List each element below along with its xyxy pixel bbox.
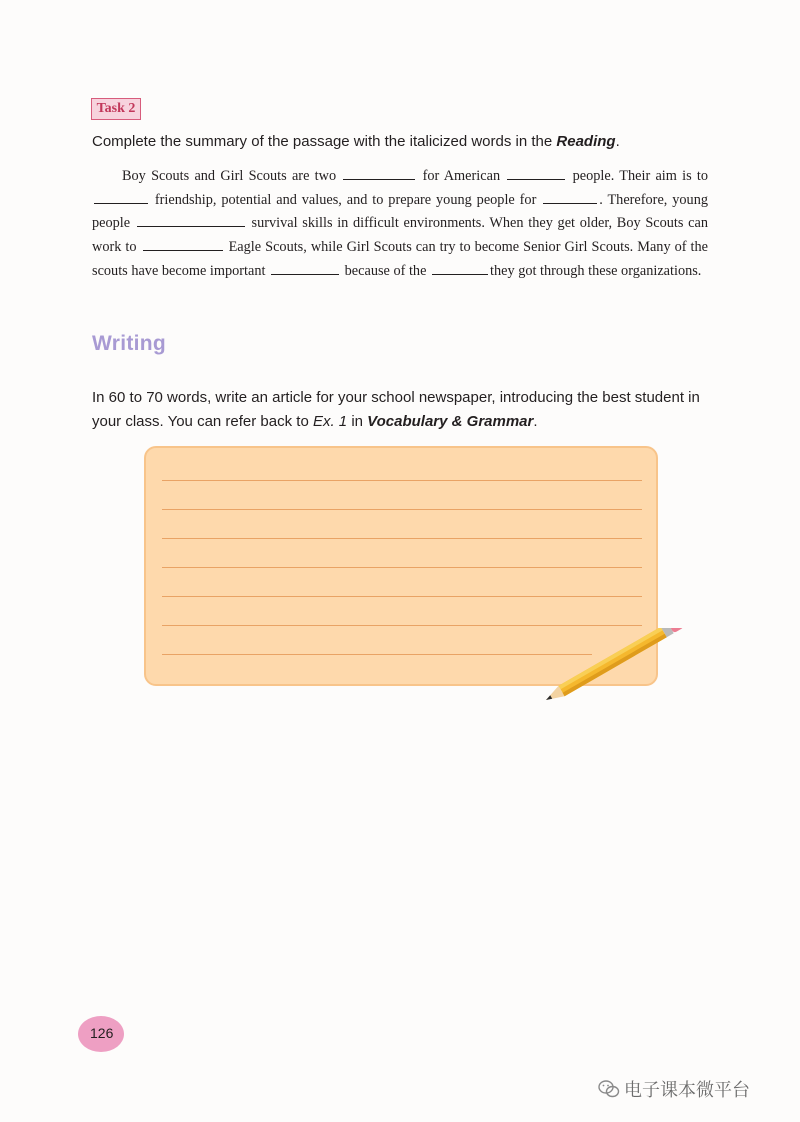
- blank-6: [143, 238, 223, 251]
- blank-8: [432, 262, 488, 275]
- page-number: 126: [90, 1025, 114, 1041]
- blank-4: [543, 191, 597, 204]
- blank-5: [137, 214, 245, 227]
- task-instruction: Complete the summary of the passage with the italicized words in the Reading.: [92, 133, 620, 150]
- blank-2: [507, 167, 565, 180]
- book-ref: Vocabulary & Grammar: [367, 413, 534, 430]
- writing-heading: Writing: [92, 332, 167, 355]
- watermark: [598, 1076, 750, 1102]
- pencil-icon: [540, 628, 690, 708]
- exercise-ref: Ex. 1: [312, 413, 348, 430]
- task-badge: Task 2: [91, 98, 141, 120]
- writing-line: [162, 567, 642, 568]
- summary-paragraph: Boy Scouts and Girl Scouts are two for American people. Their aim is to friendship, potential and values, and to prepare young people for . Therefore, young people survival skills in difficult environments. When they get older, Boy Scouts can work to Eagle Scouts, while Girl Scouts can try to become Senior Girl Scouts. Many of the scouts have become important because of the they got through these organizations.: [92, 168, 709, 279]
- writing-line: [162, 596, 642, 597]
- writing-line: [162, 654, 592, 655]
- writing-instruction: In 60 to 70 words, write an article for your school newspaper, introducing the best student in your class. You can refer back to Ex. 1 in Vocabulary & Grammar.: [92, 389, 700, 430]
- blank-3: [94, 191, 148, 204]
- wechat-icon: [598, 1079, 620, 1099]
- writing-line: [162, 509, 642, 510]
- reading-emphasis: Reading: [556, 133, 616, 150]
- writing-line: [162, 480, 642, 481]
- writing-line: [162, 538, 642, 539]
- blank-1: [343, 167, 415, 180]
- watermark-text: 电子课本微平台: [624, 1080, 750, 1101]
- blank-7: [271, 262, 339, 275]
- writing-line: [162, 625, 642, 626]
